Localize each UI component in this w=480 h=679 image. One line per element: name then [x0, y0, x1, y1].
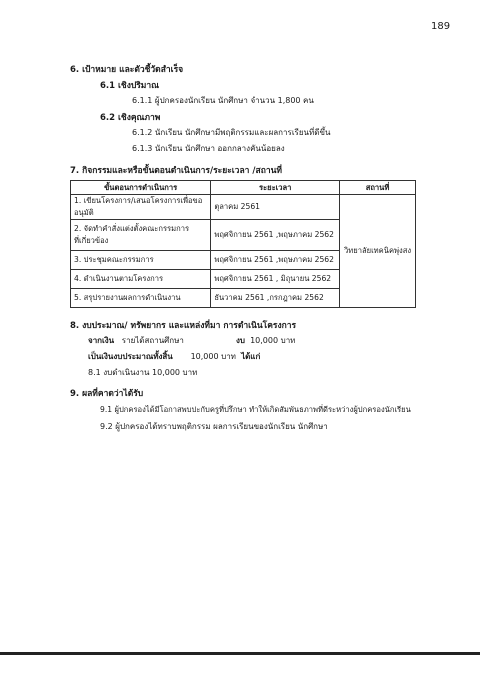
- period-cell: พฤศจิกายน 2561 , มิถุนายน 2562: [211, 270, 340, 289]
- header-period: ระยะเวลา: [211, 181, 340, 195]
- step-line-1: 2. จัดทำคำสั่งแต่งตั้งคณะกรรมการ: [74, 224, 190, 233]
- item-9-2: 9.2 ผู้ปกครองได้ทราบพฤติกรรม ผลการเรียนของนักเรียน นักศึกษา: [100, 422, 328, 431]
- section-7-title: 7. กิจกรรมและหรือขั้นตอนดำเนินการ/ระยะเวลา /สถานที่: [70, 166, 283, 176]
- activity-table: [70, 180, 416, 308]
- period-cell: ตุลาคม 2561: [211, 195, 340, 220]
- section-6-2-label: 6.2 เชิงคุณภาพ: [100, 113, 161, 123]
- section-9-title: 9. ผลที่คาดว่าได้รับ: [70, 389, 144, 399]
- step-cell: 5. สรุปรายงานผลการดำเนินงาน: [71, 289, 211, 308]
- allocate-label: ได้แก่: [241, 352, 261, 361]
- item-6-1-1: 6.1.1 ผู้ปกครองนักเรียน นักศึกษา จำนวน 1,800 คน: [132, 96, 314, 105]
- section-6-title: 6. เป้าหมาย และตัวชี้วัดสำเร็จ: [70, 65, 184, 75]
- step-cell: [71, 220, 211, 251]
- total-value: 10,000 บาท: [190, 352, 236, 361]
- item-9-1: 9.1 ผู้ปกครองได้มีโอกาสพบปะกับครูที่ปรึกษา ทำให้เกิดสัมพันธภาพที่ดีระหว่างผู้ปกครองนักเรียน: [100, 405, 411, 414]
- period-cell: พฤศจิกายน 2561 ,พฤษภาคม 2562: [211, 220, 340, 251]
- total-label: เป็นเงินงบประมาณทั้งสิ้น: [88, 352, 173, 361]
- page-number: 189: [431, 21, 451, 32]
- budget-label: งบ: [236, 336, 245, 345]
- step-cell: 3. ประชุมคณะกรรมการ: [71, 251, 211, 270]
- budget-value: 10,000 บาท: [250, 336, 296, 345]
- section-8-title: 8. งบประมาณ/ ทรัพยากร และแหล่งที่มา การดำเนินโครงการ: [70, 321, 297, 331]
- step-cell: 1. เขียนโครงการ/เสนอโครงการเพื่อขออนุมัติ: [71, 195, 211, 220]
- item-8-1: 8.1 งบดำเนินงาน 10,000 บาท: [88, 368, 198, 377]
- section-6-1-label: 6.1 เชิงปริมาณ: [100, 81, 160, 91]
- table-header-row: [71, 181, 416, 195]
- budget-line: [236, 334, 295, 347]
- header-steps: ขั้นตอนการดำเนินการ: [71, 181, 211, 195]
- period-cell: พฤศจิกายน 2561 ,พฤษภาคม 2562: [211, 251, 340, 270]
- from-label: จากเงิน: [88, 336, 115, 345]
- item-6-1-3: 6.1.3 นักเรียน นักศึกษา ออกกลางคันน้อยลง: [132, 144, 285, 153]
- total-line: [88, 350, 260, 363]
- bottom-rule: [0, 652, 480, 655]
- period-cell: ธันวาคม 2561 ,กรกฎาคม 2562: [211, 289, 340, 308]
- funding-line: [88, 334, 184, 347]
- from-value: รายได้สถานศึกษา: [121, 336, 184, 345]
- table-row: [71, 195, 416, 220]
- step-cell: 4. ดำเนินงานตามโครงการ: [71, 270, 211, 289]
- item-6-1-2: 6.1.2 นักเรียน นักศึกษามีพฤติกรรมและผลการเรียนที่ดีขึ้น: [132, 128, 331, 137]
- step-line-2: ที่เกี่ยวข้อง: [74, 236, 109, 245]
- place-cell: วิทยาลัยเทคนิคพุ่งสง: [340, 195, 416, 308]
- header-place: สถานที่: [340, 181, 416, 195]
